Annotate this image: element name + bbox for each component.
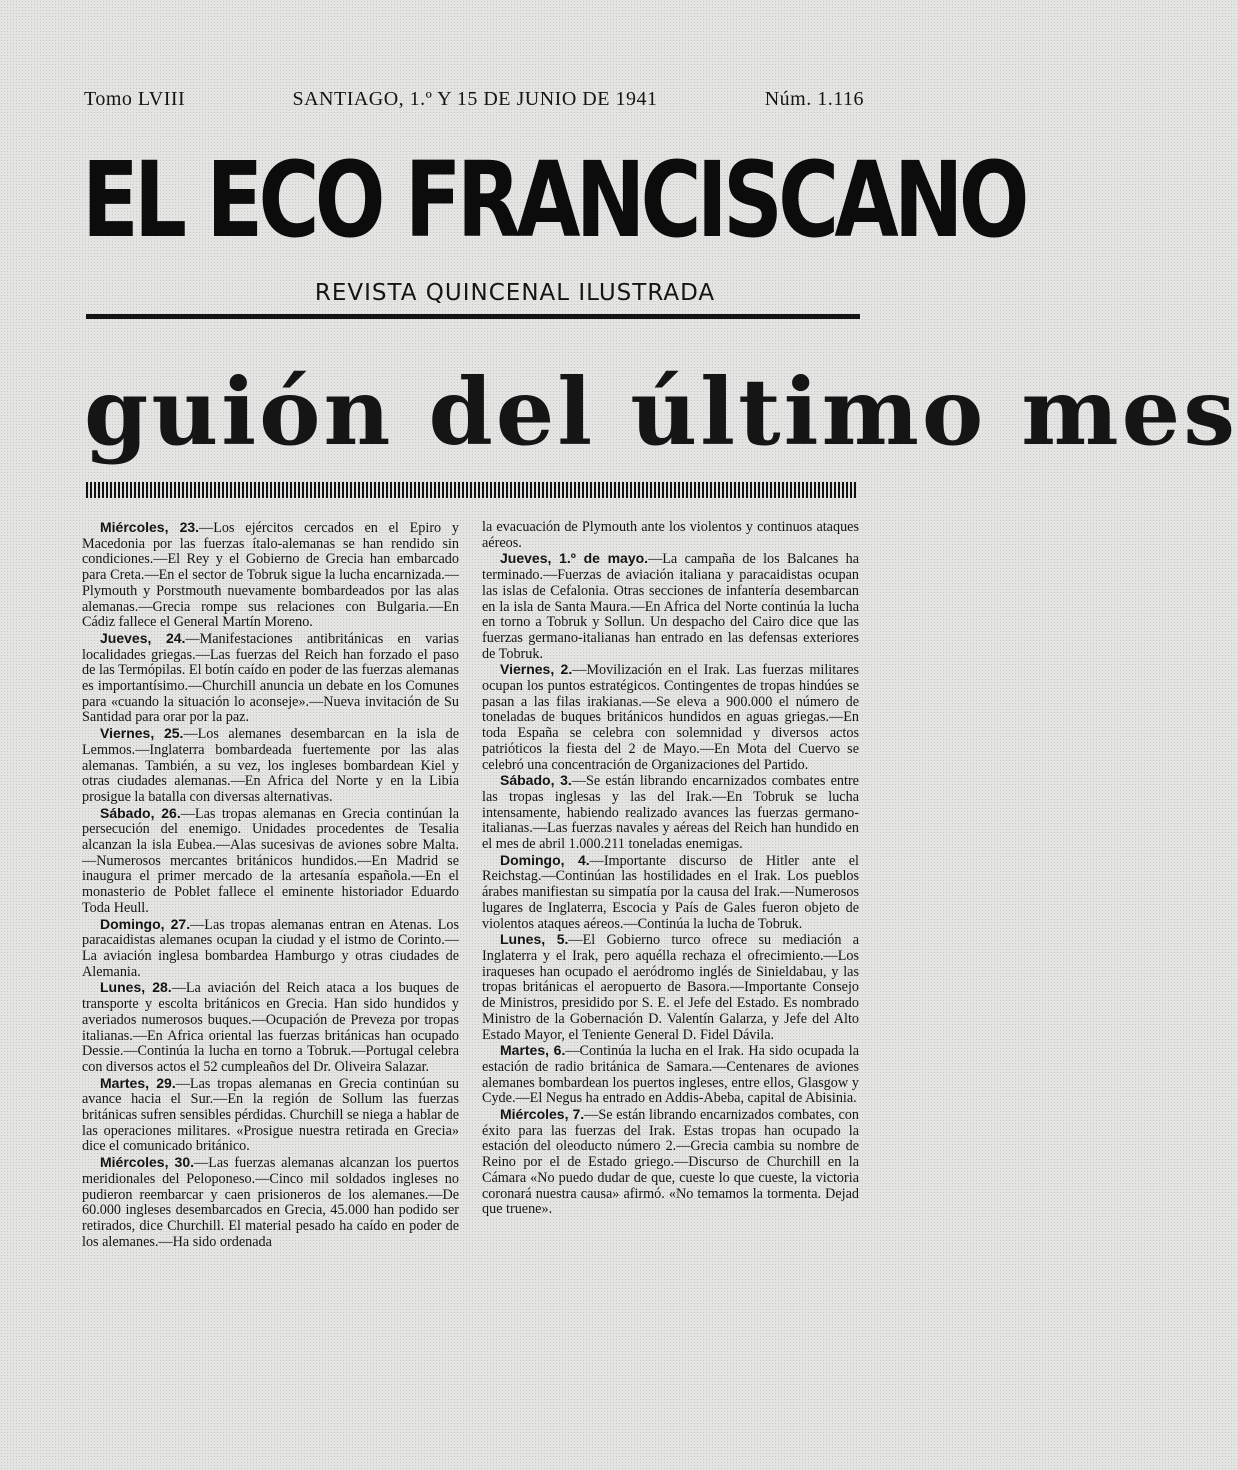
entry-text: —Las tropas alemanas en Grecia continúan su avance hacia el Sur.—En la región de Sollum las fuerzas británicas sufren sensibles pérdidas. Churchill se niega a hablar de las operaciones militares. «Prosigue nuestra retirada en Grecia» dice el comunicado británico.	[82, 1075, 459, 1155]
entry-text: —Las tropas alemanas entran en Atenas. Los paracaidistas alemanes ocupan la ciudad y el istmo de Corinto.—La aviación inglesa bombardea Hamburgo y otras ciudades de Alemania.	[82, 916, 460, 980]
chronicle-entry	[82, 631, 459, 726]
left-column	[82, 520, 459, 1250]
chronicle-entry	[82, 917, 459, 981]
chronicle-entry	[482, 1107, 859, 1218]
entry-day: Lunes, 28.	[100, 979, 172, 996]
entry-text: —Importante discurso de Hitler ante el Reichstag.—Continúan las hostilidades en el Irak. Los pueblos árabes manifiestan su simpatía por la causa del Irak.—Numerosos lugares de Inglaterra, Escocia y País de Gales fueron objeto de violentos ataques aéreos.—Continúa la lucha de Tobruk.	[482, 852, 859, 932]
entry-text: —El Gobierno turco ofrece su mediación a Inglaterra y el Irak, pero aquélla rechaza el ofrecimiento.—Los iraqueses han ocupado el aeródromo inglés de Sinieldabau, y las tropas británicas el aeropuerto de Basora.—Importante Consejo de Ministros, presidido por S. E. el Jefe del Estado. Es nombrado Ministro de la Gobernación D. Valentín Galarza, y Jefe del Alto Estado Mayor, el Teniente General D. Fidel Dávila.	[482, 932, 859, 1043]
masthead-title: EL ECO FRANCISCANO	[82, 139, 1025, 261]
masthead-rule	[86, 314, 860, 319]
masthead-subtitle: REVISTA QUINCENAL ILUSTRADA	[314, 280, 716, 306]
entry-day: Lunes, 5.	[500, 931, 569, 948]
entry-text: —Los ejércitos cercados en el Epiro y Macedonia por las fuerzas ítalo-alemanas se han rendido sin condiciones.—El Rey y el Gobierno de Grecia han embarcado para Creta.—En el sector de Tobruk sigue la lucha encarnizada.—Plymouth y Porstmouth nuevamente bombardeados por las alas alemanas.—Grecia rompe sus relaciones con Bulgaria.—En Cádiz fallece el General Martín Moreno.	[82, 520, 460, 631]
issue-header	[84, 88, 864, 111]
chronicle-entry	[82, 520, 459, 631]
entry-day: Miércoles, 23.	[100, 519, 200, 535]
article-headline: guión del último mes	[84, 358, 1238, 466]
entry-day: Viernes, 25.	[100, 725, 184, 742]
entry-day: Sábado, 26.	[100, 804, 181, 821]
chronicle-entry	[482, 773, 859, 853]
entry-day: Miércoles, 30.	[100, 1154, 195, 1171]
issue-date: SANTIAGO, 1.º Y 15 DE JUNIO DE 1941	[292, 88, 658, 110]
entry-day: Domingo, 4.	[500, 851, 590, 868]
entry-day: Viernes, 2.	[500, 661, 573, 678]
chronicle-entry	[482, 551, 859, 662]
continued-text: la evacuación de Plymouth ante los violentos y continuos ataques aéreos.	[482, 519, 859, 551]
entry-day: Jueves, 24.	[100, 629, 186, 646]
entry-text: —Las tropas alemanas en Grecia continúan la persecución del enemigo. Unidades procedentes de Tesalia alcanzan la isla Eubea.—Alas sucesivas de aviones sobre Malta.—Numerosos mercantes británicos hundidos.—En Madrid se inaugura el primer mercado de la artesanía española.—En el monasterio de Poblet fallece el eminente historiador Eduardo Toda Heull.	[82, 805, 459, 916]
entry-text: —Movilización en el Irak. Las fuerzas militares ocupan los puntos estratégicos. Contingentes de tropas hindúes se pasan a las filas irakianas.—Se eleva a 900.000 el número de toneladas de buques británicos hundidos en aguas griegas.—En toda España se celebra con solemnidad y diversos actos patrióticos la fiesta del 2 de Mayo.—En Mota del Cuervo se celebró una concentración de Organizaciones del Partido.	[482, 662, 859, 773]
chronicle-entry	[82, 1155, 459, 1250]
entry-text: —Se están librando encarnizados combates, con éxito para las fuerzas del Irak. Estas tropas han ocupado la estación del oleoducto número 2.—Grecia cambia su nombre de Reino por el de Estado griego.—Discurso de Churchill en la Cámara «No puedo dudar de que, cueste lo que cueste, la victoria coronará nuestra causa» afirmó. «No temamos la tormenta. Dejad que truene».	[482, 1107, 859, 1218]
chronicle-entry	[82, 806, 459, 917]
chronicle-entry	[482, 853, 859, 933]
entry-text: —Los alemanes desembarcan en la isla de Lemmos.—Inglaterra bombardeada fuertemente por las alas alemanas. También, a su vez, los ingleses bombardean Kiel y otras ciudades alemanas.—En Africa del Norte y en la Libia prosigue la batalla con diversas alternativas.	[82, 726, 459, 805]
chronicle-entry	[482, 1043, 859, 1107]
chronicle-entry	[482, 932, 859, 1043]
entry-day: Martes, 6.	[500, 1042, 566, 1059]
masthead	[82, 135, 1025, 270]
chronicle-entry	[82, 726, 459, 806]
entry-text: —Continúa la lucha en el Irak. Ha sido ocupada la estación de radio británica de Samara.—Centenares de aviones alemanes bombardean los puertos ingleses, entre ellos, Glasgow y Cyde.—El Negus ha entrado en Addis-Abeba, capital de Abisinia.	[482, 1043, 859, 1107]
entry-text: —Se están librando encarnizados combates entre las tropas inglesas y las del Irak.—En Tobruk se lucha intensamente, habiendo realizado avances las fuerzas germano-italianas.—Las fuerzas navales y aéreas del Reich han hundido en el mes de abril 1.000.211 toneladas enemigas.	[482, 773, 859, 853]
chronicle-entry	[482, 662, 859, 773]
entry-day: Martes, 29.	[100, 1074, 176, 1091]
entry-text: —Manifestaciones antibritánicas en varias localidades griegas.—Las fuerzas del Reich han forzado el paso de las Termópilas. El botín caído en poder de las fuerzas alemanas es importantísimo.—Churchill anuncia un debate en los Comunes para «cuando la situación lo aconseje».—Nueva invitación de Su Santidad para orar por la paz.	[82, 630, 459, 726]
entry-day: Sábado, 3.	[500, 772, 572, 789]
entry-text: —Las fuerzas alemanas alcanzan los puertos meridionales del Peloponeso.—Cinco mil soldados ingleses no pudieron reembarcar y caen prisioneros de los alemanes.—De 60.000 ingleses desembarcados en Grecia, 45.000 han podido ser retirados, dice Churchill. El material pesado ha caído en poder de los alemanes.—Ha sido ordenada	[82, 1155, 459, 1250]
volume-label: Tomo LVIII	[84, 88, 186, 110]
right-column	[482, 520, 859, 1218]
hatched-divider	[86, 482, 858, 498]
chronicle-entry	[82, 980, 459, 1075]
entry-day: Miércoles, 7.	[500, 1106, 585, 1123]
entry-text: —La aviación del Reich ataca a los buques de transporte y escolta británicos en Grecia. Han sido hundidos y averiados numerosos buques.—Ocupación de Preveza por tropas italianas.—En Africa oriental las fuerzas británicas han ocupado Dessie.—Continúa la lucha en torno a Tobruk.—Portugal celebra con diversos actos el 52 cumpleaños del Dr. Oliveira Salazar.	[82, 980, 459, 1075]
entry-text: —La campaña de los Balcanes ha terminado.—Fuerzas de aviación italiana y paracaidistas ocupan las islas de Cefalonia. Otras secciones de infantería desembarcan en la isla de Santa Maura.—En Africa del Norte continúa la lucha en torno a Tobruk y Sollun. Un despacho del Cairo dice que las fuerzas germano-italianas han entrado en las defensas exteriores de Tobruk.	[482, 551, 859, 662]
entry-day: Domingo, 27.	[100, 915, 191, 932]
entry-day: Jueves, 1.º de mayo.	[500, 550, 649, 567]
chronicle-entry	[82, 1076, 459, 1156]
issue-number: Núm. 1.116	[764, 88, 864, 110]
